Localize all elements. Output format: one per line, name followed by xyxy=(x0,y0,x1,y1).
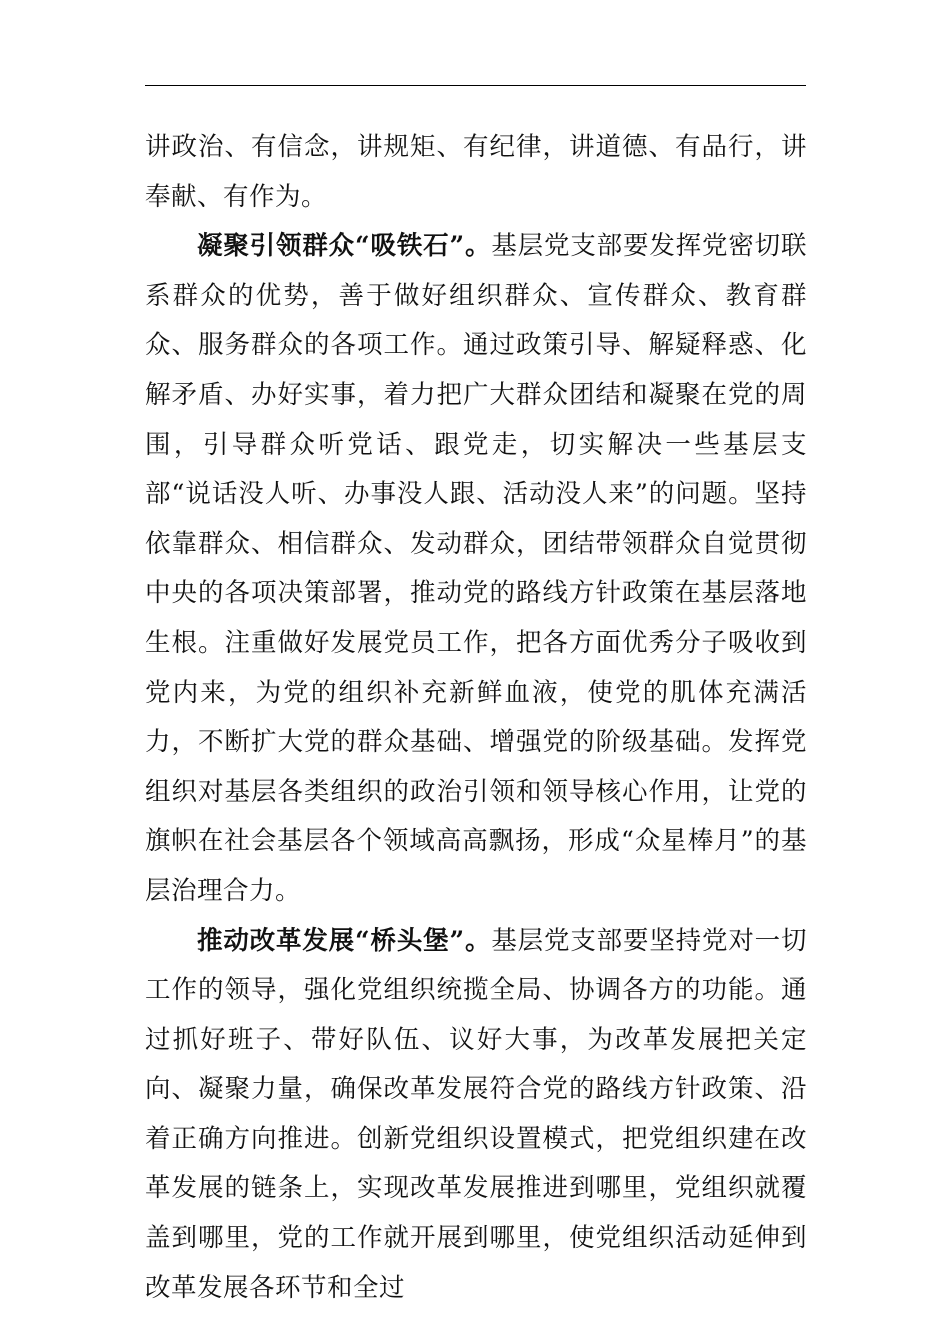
paragraph-heading: 推动改革发展“桥头堡”。 xyxy=(197,925,492,956)
paragraph-reform-development xyxy=(145,917,807,1314)
paragraph-text: 基层党支部要发挥党密切联系群众的优势，善于做好组织群众、宣传群众、教育群众、服务群众的各项工作。通过政策引导、解疑释惑、化解矛盾、办好实事，着力把广大群众团结和凝聚在党的周围，引导群众听党话、跟党走，切实解决一些基层支部“说话没人听、办事没人跟、活动没人来”的问题。坚持依靠群众、相信群众、发动群众，团结带领群众自觉贯彻中央的各项决策部署，推动党的路线方针政策在基层落地生根。注重做好发展党员工作，把各方面优秀分子吸收到党内来，为党的组织补充新鲜血液，使党的肌体充满活力，不断扩大党的群众基础、增强党的阶级基础。发挥党组织对基层各类组织的政治引领和领导核心作用，让党的旗帜在社会基层各个领域高高飘扬，形成“众星棒月”的基层治理合力。 xyxy=(145,231,807,906)
paragraph-heading: 凝聚引领群众“吸铁石”。 xyxy=(197,231,492,262)
paragraph-continuation xyxy=(145,123,807,222)
paragraph-text: 基层党支部要坚持党对一切工作的领导，强化党组织统揽全局、协调各方的功能。通过抓好班子、带好队伍、议好大事，为改革发展把关定向、凝聚力量，确保改革发展符合党的路线方针政策、沿着正确方向推进。创新党组织设置模式，把党组织建在改革发展的链条上，实现改革发展推进到哪里，党组织就覆盖到哪里，党的工作就开展到哪里，使党组织活动延伸到改革发展各环节和全过 xyxy=(145,925,807,1303)
paragraph-rally-masses xyxy=(145,222,807,916)
document-body xyxy=(145,123,807,1313)
paragraph-text: 讲政治、有信念，讲规矩、有纪律，讲道德、有品行，讲奉献、有作为。 xyxy=(145,132,807,212)
header-rule xyxy=(145,85,806,86)
